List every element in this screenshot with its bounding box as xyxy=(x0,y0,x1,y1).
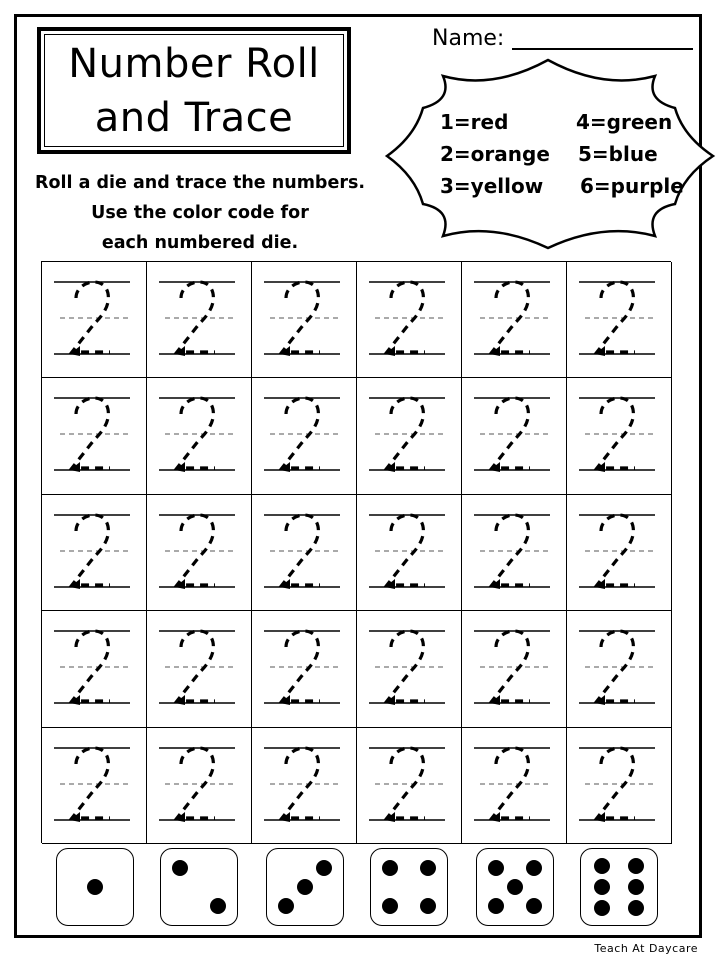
dashed-number-2 xyxy=(42,262,146,377)
dashed-number-2 xyxy=(252,495,356,610)
dashed-number-2 xyxy=(357,611,461,726)
color-code-2: 2=orange xyxy=(440,142,550,166)
dashed-number-2 xyxy=(42,378,146,493)
color-code-4: 4=green xyxy=(576,110,673,134)
trace-cell[interactable] xyxy=(357,728,462,844)
dashed-number-2 xyxy=(462,262,566,377)
die-pip xyxy=(278,898,294,914)
die-pip xyxy=(297,879,313,895)
trace-cell[interactable] xyxy=(147,611,252,727)
die-pip xyxy=(172,860,188,876)
die-pip xyxy=(526,898,542,914)
die-pip xyxy=(420,898,436,914)
instructions xyxy=(28,168,372,258)
dashed-number-2 xyxy=(357,262,461,377)
trace-cell[interactable] xyxy=(567,611,672,727)
dashed-number-2 xyxy=(252,728,356,843)
trace-cell[interactable] xyxy=(252,495,357,611)
instructions-line-2: Use the color code for xyxy=(91,203,309,223)
dashed-number-2 xyxy=(252,378,356,493)
die-pip xyxy=(382,860,398,876)
color-code-5: 5=blue xyxy=(578,142,658,166)
dashed-number-2 xyxy=(357,378,461,493)
dashed-number-2 xyxy=(147,378,251,493)
dashed-number-2 xyxy=(357,728,461,843)
dashed-number-2 xyxy=(357,495,461,610)
die-pip xyxy=(628,858,644,874)
dashed-number-2 xyxy=(252,262,356,377)
trace-cell[interactable] xyxy=(462,728,567,844)
dashed-number-2 xyxy=(462,495,566,610)
trace-cell[interactable] xyxy=(147,495,252,611)
trace-cell[interactable] xyxy=(42,262,147,378)
die-pip xyxy=(507,879,523,895)
trace-cell[interactable] xyxy=(252,728,357,844)
trace-cell[interactable] xyxy=(147,728,252,844)
die-pip xyxy=(316,860,332,876)
trace-cell[interactable] xyxy=(147,378,252,494)
color-code-cloud xyxy=(383,56,718,252)
trace-grid xyxy=(41,261,671,843)
trace-cell[interactable] xyxy=(252,378,357,494)
dice-row xyxy=(56,848,666,928)
name-write-line[interactable] xyxy=(512,48,693,50)
trace-cell[interactable] xyxy=(462,378,567,494)
die-pip xyxy=(594,858,610,874)
die-face-1 xyxy=(56,848,134,926)
title-box xyxy=(37,27,351,154)
name-label: Name: xyxy=(432,26,505,51)
trace-cell[interactable] xyxy=(252,611,357,727)
dashed-number-2 xyxy=(252,611,356,726)
die-pip xyxy=(526,860,542,876)
dashed-number-2 xyxy=(42,728,146,843)
instructions-line-1: Roll a die and trace the numbers. xyxy=(34,173,366,193)
die-pip xyxy=(628,879,644,895)
trace-cell[interactable] xyxy=(252,262,357,378)
dashed-number-2 xyxy=(42,495,146,610)
dashed-number-2 xyxy=(462,728,566,843)
dashed-number-2 xyxy=(567,378,671,493)
dashed-number-2 xyxy=(567,611,671,726)
dashed-number-2 xyxy=(462,611,566,726)
dashed-number-2 xyxy=(147,611,251,726)
die-pip xyxy=(488,898,504,914)
die-pip xyxy=(382,898,398,914)
trace-cell[interactable] xyxy=(567,378,672,494)
footer-credit: Teach At Daycare xyxy=(594,942,698,955)
dashed-number-2 xyxy=(567,262,671,377)
dashed-number-2 xyxy=(147,728,251,843)
trace-cell[interactable] xyxy=(357,378,462,494)
dashed-number-2 xyxy=(147,495,251,610)
trace-cell[interactable] xyxy=(462,611,567,727)
color-code-1: 1=red xyxy=(440,110,509,134)
die-pip xyxy=(87,879,103,895)
die-pip xyxy=(594,900,610,916)
trace-cell[interactable] xyxy=(357,262,462,378)
die-face-4 xyxy=(370,848,448,926)
die-face-2 xyxy=(160,848,238,926)
trace-cell[interactable] xyxy=(462,262,567,378)
trace-cell[interactable] xyxy=(462,495,567,611)
trace-cell[interactable] xyxy=(42,378,147,494)
trace-cell[interactable] xyxy=(357,495,462,611)
dashed-number-2 xyxy=(147,262,251,377)
trace-cell[interactable] xyxy=(42,495,147,611)
trace-cell[interactable] xyxy=(147,262,252,378)
die-pip xyxy=(628,900,644,916)
dashed-number-2 xyxy=(42,611,146,726)
instructions-line-3: each numbered die. xyxy=(101,233,299,253)
die-pip xyxy=(420,860,436,876)
dashed-number-2 xyxy=(567,495,671,610)
die-face-3 xyxy=(266,848,344,926)
trace-cell[interactable] xyxy=(42,728,147,844)
title-line-1: Number Roll xyxy=(68,40,320,87)
trace-cell[interactable] xyxy=(357,611,462,727)
trace-cell[interactable] xyxy=(567,262,672,378)
dashed-number-2 xyxy=(567,728,671,843)
trace-cell[interactable] xyxy=(567,728,672,844)
title-line-2: and Trace xyxy=(94,94,294,141)
dashed-number-2 xyxy=(462,378,566,493)
die-pip xyxy=(210,898,226,914)
die-pip xyxy=(488,860,504,876)
die-face-6 xyxy=(580,848,658,926)
color-code-6: 6=purple xyxy=(580,174,684,198)
trace-cell[interactable] xyxy=(42,611,147,727)
trace-cell[interactable] xyxy=(567,495,672,611)
die-face-5 xyxy=(476,848,554,926)
color-code-3: 3=yellow xyxy=(440,174,544,198)
die-pip xyxy=(594,879,610,895)
